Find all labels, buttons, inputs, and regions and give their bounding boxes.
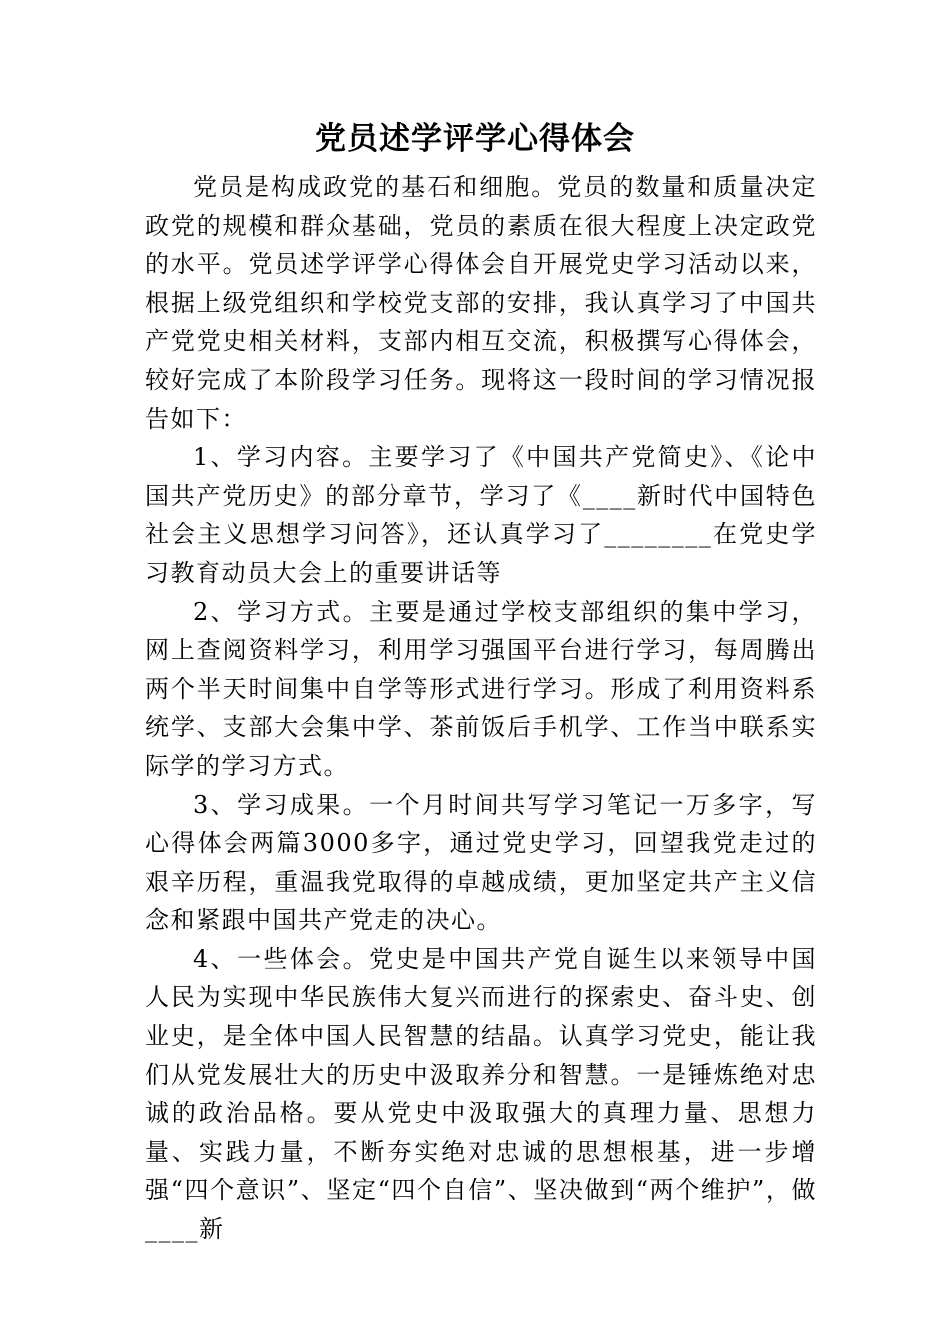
paragraph-study-content: 1、学习内容。主要学习了《中国共产党简史》、《论中国共产党历史》的部分章节，学习了《____新时代中国特色社会主义思想学习问答》，还认真学习了________在党史学习教育动员大会上的重要讲话等	[145, 443, 817, 587]
document-body	[145, 168, 817, 1249]
paragraph-study-method: 2、学习方式。主要是通过学校支部组织的集中学习，网上查阅资料学习，利用学习强国平台进行学习，每周腾出两个半天时间集中自学等形式进行学习。形成了利用资料系统学、支部大会集中学、茶前饭后手机学、工作当中联系实际学的学习方式。	[145, 597, 817, 780]
document-title: 党员述学评学心得体会	[315, 121, 635, 157]
paragraph-intro: 党员是构成政党的基石和细胞。党员的数量和质量决定政党的规模和群众基础，党员的素质在很大程度上决定政党的水平。党员述学评学心得体会自开展党史学习活动以来，根据上级党组织和学校党支部的安排，我认真学习了中国共产党党史相关材料，支部内相互交流，积极撰写心得体会，较好完成了本阶段学习任务。现将这一段时间的学习情况报告如下：	[145, 173, 817, 433]
paragraph-reflections: 4、一些体会。党史是中国共产党自诞生以来领导中国人民为实现中华民族伟大复兴而进行的探索史、奋斗史、创业史，是全体中国人民智慧的结晶。认真学习党史，能让我们从党发展壮大的历史中汲取养分和智慧。一是锤炼绝对忠诚的政治品格。要从党史中汲取强大的真理力量、思想力量、实践力量，不断夯实绝对忠诚的思想根基，进一步增强“四个意识”、坚定“四个自信”、坚决做到“两个维护”，做____新	[145, 944, 817, 1244]
paragraph-study-results: 3、学习成果。一个月时间共写学习笔记一万多字，写心得体会两篇3000多字，通过党史学习，回望我党走过的艰辛历程，重温我党取得的卓越成绩，更加坚定共产主义信念和紧跟中国共产党走的决心。	[145, 790, 817, 935]
